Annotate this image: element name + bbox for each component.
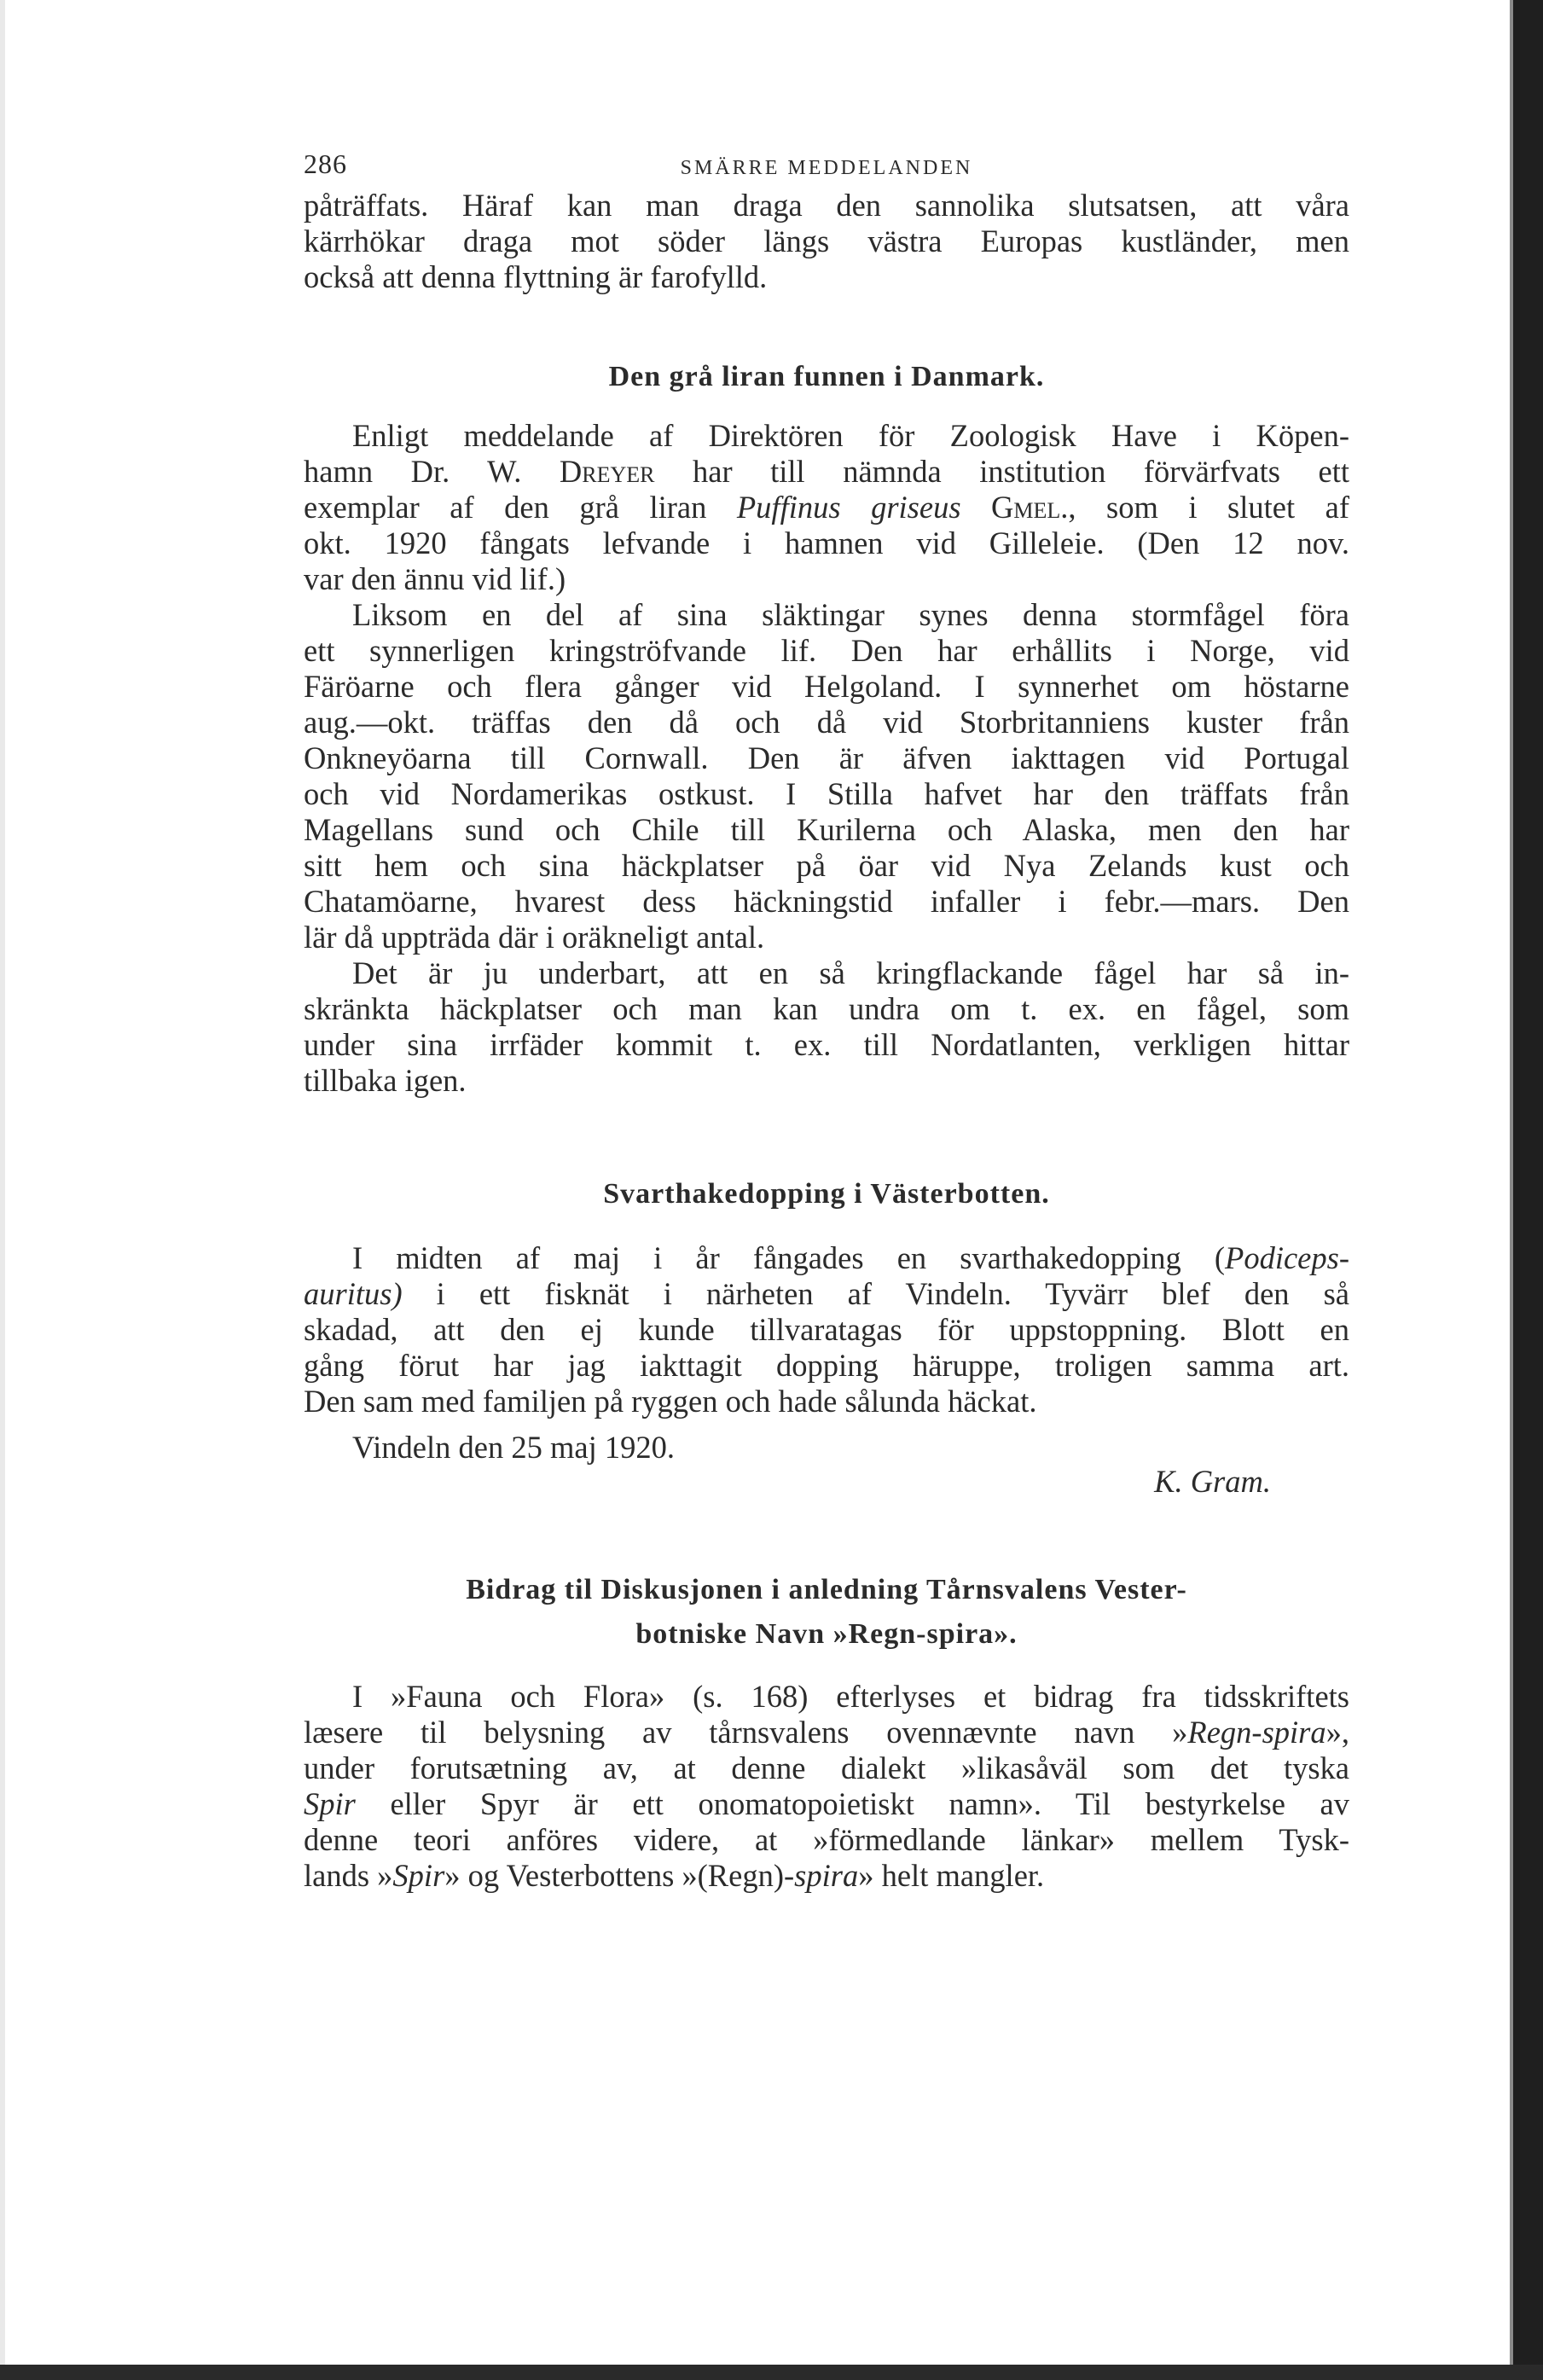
scan-left-edge xyxy=(0,0,5,2380)
text-line: aug.—okt. träffas den då och då vid Storbritanniens kuster från xyxy=(304,705,1349,740)
section1-paragraph-2 xyxy=(304,597,1349,955)
text-line: och vid Nordamerikas ostkust. I Stilla hafvet har den träffats från xyxy=(304,776,1349,811)
taxon-author: Gmel. xyxy=(991,490,1069,525)
italic-term: Spir xyxy=(304,1786,356,1821)
italic-term: Regn-spira xyxy=(1187,1715,1326,1750)
section2-paragraph-1 xyxy=(304,1240,1349,1419)
author-name: Dreyer xyxy=(559,454,655,489)
text-line: hamn Dr. W. Dreyer har till nämnda institution förvärfvats ett xyxy=(304,454,1349,489)
section-heading-bidrag xyxy=(304,1568,1349,1657)
intro-paragraph xyxy=(304,188,1349,295)
section3-paragraph-1 xyxy=(304,1679,1349,1894)
author-signature: K. Gram. xyxy=(1154,1464,1271,1499)
species-name: Puffinus griseus xyxy=(736,490,961,525)
text-line: under sina irrfäder kommit t. ex. till Nordatlanten, verkligen hittar xyxy=(304,1027,1349,1062)
text-line: skadad, att den ej kunde tillvaratagas för uppstoppning. Blott en xyxy=(304,1312,1349,1347)
text-line: Magellans sund och Chile till Kurilerna och Alaska, men den har xyxy=(304,812,1349,847)
text-line: Färöarne och flera gånger vid Helgoland. I synnerhet om höstarne xyxy=(304,669,1349,704)
italic-term: spira xyxy=(794,1858,859,1893)
section-heading-line: botniske Navn »Regn-spira». xyxy=(635,1618,1018,1650)
text-line: sitt hem och sina häckplatser på öar vid Nya Zelands kust och xyxy=(304,848,1349,883)
text-line: var den ännu vid lif.) xyxy=(304,561,566,596)
text-line: påträffats. Häraf kan man draga den sannolika slutsatsen, att våra xyxy=(304,188,1349,223)
scan-bottom-border xyxy=(0,2365,1543,2380)
text-line: under forutsætning av, at denne dialekt »likasåväl som det tyska xyxy=(304,1750,1349,1785)
text-line: okt. 1920 fångats lefvande i hamnen vid Gilleleie. (Den 12 nov. xyxy=(304,525,1349,560)
text-line: Onkneyöarna till Cornwall. Den är äfven iakttagen vid Portugal xyxy=(304,740,1349,775)
text-line: Spir eller Spyr är ett onomatopoietiskt namn». Til bestyrkelse av xyxy=(304,1786,1349,1821)
text-line: Det är ju underbart, att en så kringflackande fågel har så in- xyxy=(352,955,1349,990)
text-line: lands »Spir» og Vesterbottens »(Regn)-spira» helt mangler. xyxy=(304,1858,1045,1893)
section-heading-gra-liran: Den grå liran funnen i Danmark. xyxy=(608,361,1045,392)
text-line: tillbaka igen. xyxy=(304,1063,467,1098)
text-line: exemplar af den grå liran Puffinus griseus Gmel., som i slutet af xyxy=(304,490,1349,525)
species-name: auritus) xyxy=(304,1276,403,1311)
species-name: Podiceps- xyxy=(1225,1240,1349,1275)
section1-paragraph-3 xyxy=(304,955,1349,1099)
text-line: I »Fauna och Flora» (s. 168) efterlyses et bidrag fra tidsskriftets xyxy=(352,1679,1349,1714)
page-header xyxy=(304,128,1349,188)
text-line: lär då uppträda där i oräkneligt antal. xyxy=(304,920,765,955)
text-line: också att denna flyttning är farofylld. xyxy=(304,259,768,294)
section1-paragraph-1 xyxy=(304,418,1349,597)
text-line: auritus) i ett fisknät i närheten af Vindeln. Tyvärr blef den så xyxy=(304,1276,1349,1311)
scan-right-border xyxy=(1513,0,1543,2380)
section-heading-svarthakedopping: Svarthakedopping i Västerbotten. xyxy=(603,1178,1050,1210)
page-number: 286 xyxy=(304,148,347,179)
place-date: Vindeln den 25 maj 1920. xyxy=(352,1430,675,1465)
section-heading-line: Bidrag til Diskusjonen i anledning Tårnsvalens Vester- xyxy=(466,1574,1187,1605)
page-body xyxy=(304,128,1349,2209)
text-line: Enligt meddelande af Direktören för Zoologisk Have i Köpen- xyxy=(352,418,1349,453)
running-head: SMÄRRE MEDDELANDEN xyxy=(680,157,973,179)
text-line: ett synnerligen kringströfvande lif. Den har erhållits i Norge, vid xyxy=(304,633,1349,668)
text-line: denne teori anföres videre, at »förmedlande länkar» mellem Tysk- xyxy=(304,1822,1349,1857)
text-line: I midten af maj i år fångades en svarthakedopping (Podiceps- xyxy=(352,1240,1349,1275)
text-line: kärrhökar draga mot söder längs västra Europas kustländer, men xyxy=(304,223,1349,258)
text-line: Den sam med familjen på ryggen och hade sålunda häckat. xyxy=(304,1384,1037,1419)
text-line: læsere til belysning av tårnsvalens ovennævnte navn »Regn-spira», xyxy=(304,1715,1349,1750)
text-line: gång förut har jag iakttagit dopping häruppe, troligen samma art. xyxy=(304,1348,1349,1383)
text-line: skränkta häckplatser och man kan undra om t. ex. en fågel, som xyxy=(304,991,1349,1026)
italic-term: Spir xyxy=(392,1858,445,1893)
signature-block xyxy=(304,1430,1349,1508)
text-line: Liksom en del af sina släktingar synes denna stormfågel föra xyxy=(352,597,1349,632)
text-line: Chatamöarne, hvarest dess häckningstid infaller i febr.—mars. Den xyxy=(304,884,1349,919)
